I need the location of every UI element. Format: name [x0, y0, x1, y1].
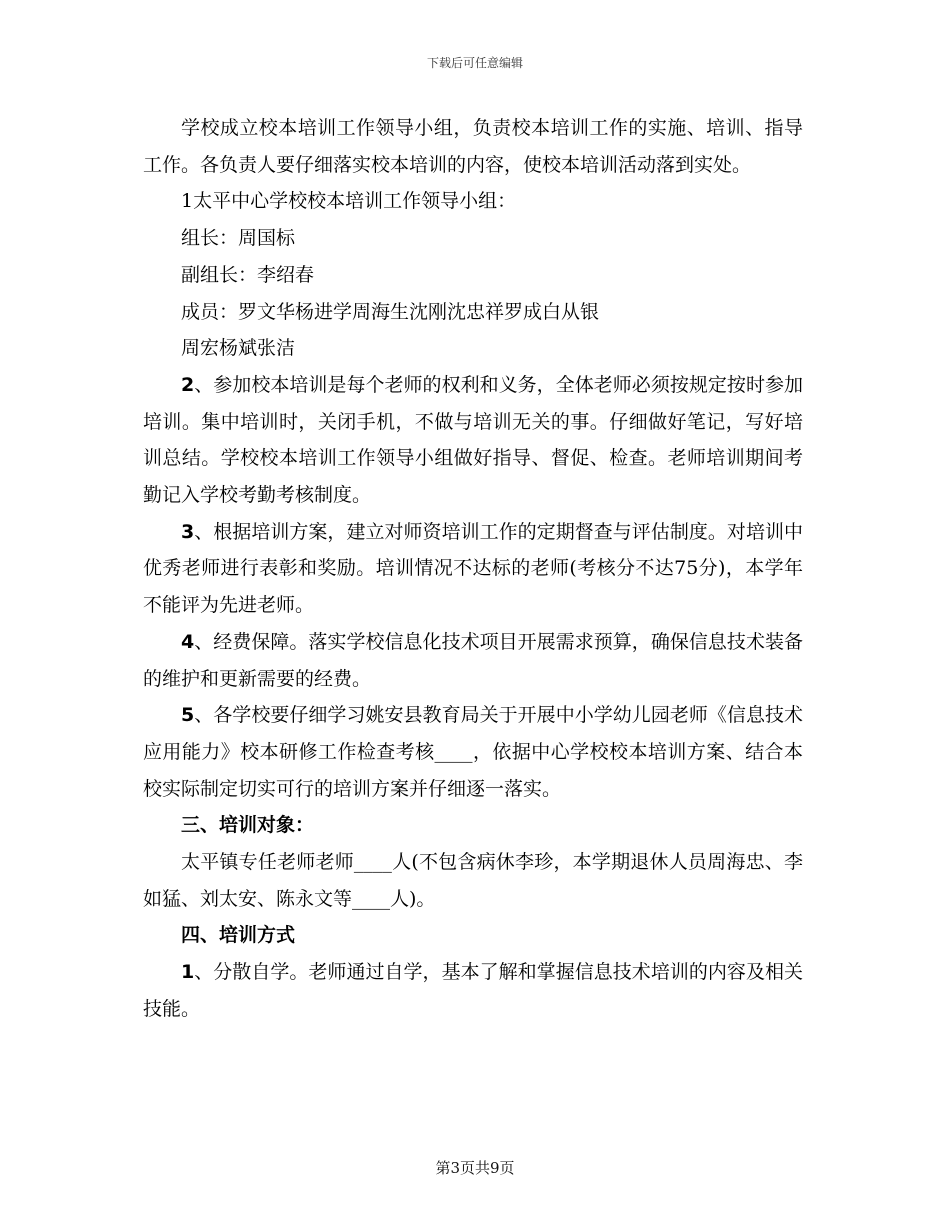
page-header: 下载后可任意编辑	[426, 56, 523, 70]
paragraph-members: 成员：罗文华杨进学周海生沈刚沈忠祥罗成白从银	[181, 300, 600, 323]
item-number: 1	[181, 961, 195, 984]
paragraph-item-5	[143, 697, 803, 807]
paragraph-leader: 组长：周国标	[181, 227, 296, 250]
paragraph-item-4	[143, 624, 803, 697]
item-number: 2	[181, 373, 195, 396]
page-footer: 第3页共9页	[435, 1159, 515, 1177]
item-text: 、各学校要仔细学习姚安县教育局关于开展中小学幼儿园老师《信息技术应用能力》校本研修工作检查考核____，依据中心学校校本培训方案、结合本校实际制定切实可行的培训方案并仔细逐一落实。	[143, 704, 803, 800]
item-text: 、经费保障。落实学校信息化技术项目开展需求预算，确保信息技术装备的维护和更新需要的经费。	[143, 630, 803, 690]
paragraph-deputy-leader: 副组长：李绍春	[181, 263, 315, 286]
item-number: 4	[181, 630, 195, 653]
paragraph-item-2	[143, 367, 803, 514]
paragraph-item-3	[143, 514, 803, 624]
paragraph-group-title: 1太平中心学校校本培训工作领导小组：	[181, 190, 517, 213]
paragraph-leadership-group: 学校成立校本培训工作领导小组，负责校本培训工作的实施、培训、指导工作。各负责人要仔细落实校本培训的内容，使校本培训活动落到实处。	[143, 117, 803, 176]
item-text: 、参加校本培训是每个老师的权利和义务，全体老师必须按规定按时参加培训。集中培训时，关闭手机，不做与培训无关的事。仔细做好笔记，写好培训总结。学校校本培训工作领导小组做好指导、督促、检查。老师培训期间考勤记入学校考勤考核制度。	[143, 373, 803, 507]
paragraph-targets: 太平镇专任老师老师____人(不包含病休李珍，本学期退休人员周海忠、李如猛、刘太安、陈永文等____人)。	[143, 851, 803, 910]
section-heading-methods: 四、培训方式	[181, 924, 296, 947]
item-number: 5	[181, 704, 195, 727]
document-body	[143, 110, 803, 1028]
paragraph-method-1	[143, 954, 803, 1027]
item-text: 、分散自学。老师通过自学，基本了解和掌握信息技术培训的内容及相关技能。	[143, 961, 803, 1020]
paragraph-members-cont: 周宏杨斌张洁	[181, 337, 296, 360]
item-number: 3	[181, 520, 195, 543]
item-text: 、根据培训方案，建立对师资培训工作的定期督查与评估制度。对培训中优秀老师进行表彰和奖励。培训情况不达标的老师(考核分不达75分)，本学年不能评为先进老师。	[143, 520, 803, 617]
section-heading-targets: 三、培训对象：	[181, 814, 315, 837]
